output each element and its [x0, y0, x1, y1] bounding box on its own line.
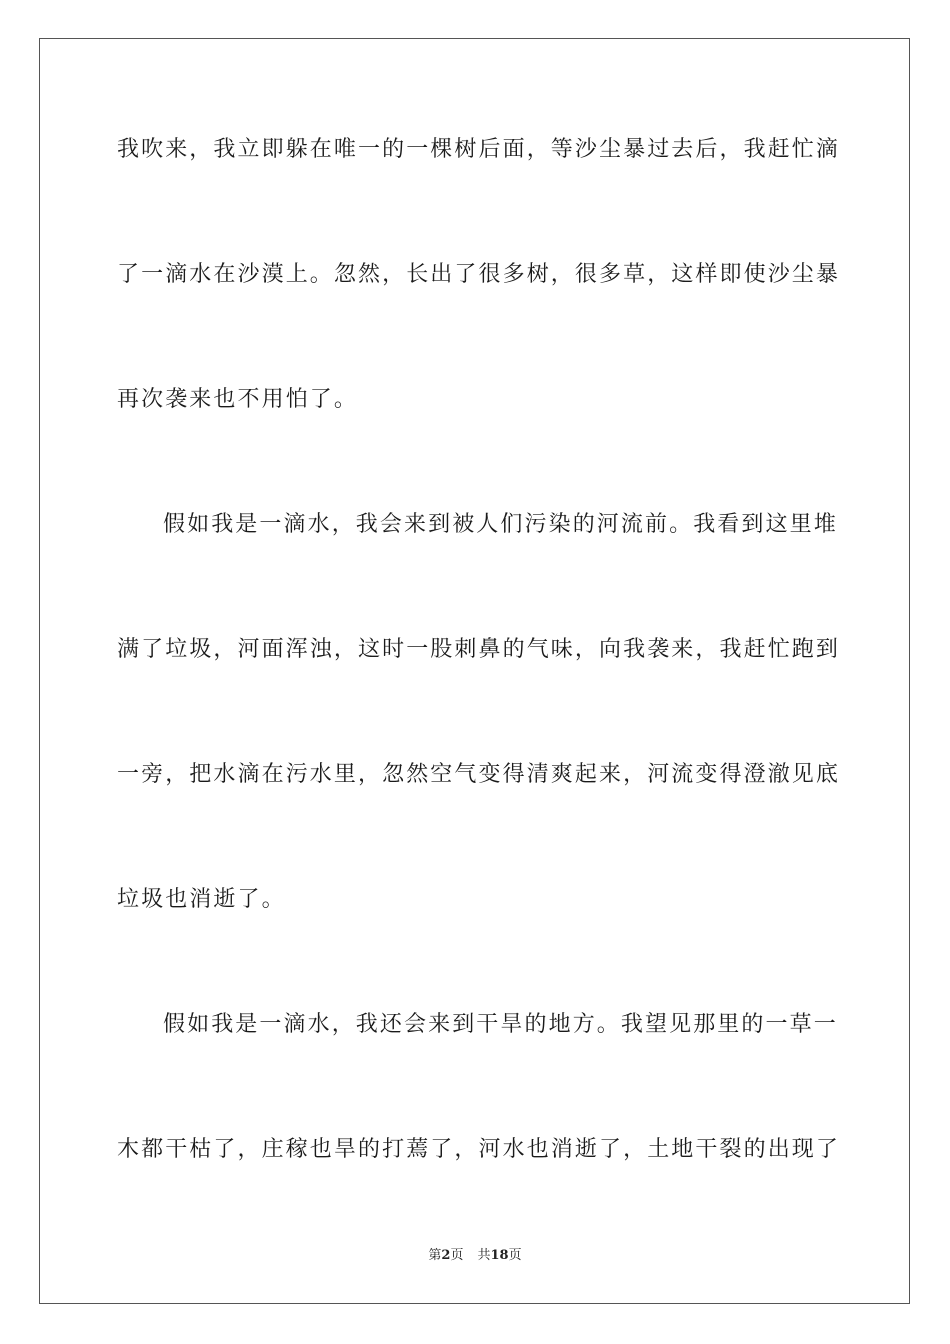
text-line: 木都干枯了，庄稼也旱的打蔫了，河水也消逝了，土地干裂的出现了: [117, 1137, 841, 1162]
page-label: 第2页: [428, 1248, 464, 1263]
paragraph-first-line: 假如我是一滴水，我还会来到干旱的地方。我望见那里的一草一: [163, 1012, 838, 1037]
total-pages-label: 共18页: [477, 1248, 522, 1263]
text-line: 再次袭来也不用怕了。: [117, 387, 359, 412]
text-line: 垃圾也消逝了。: [117, 887, 286, 912]
text-line: 我吹来，我立即躲在唯一的一棵树后面，等沙尘暴过去后，我赶忙滴: [117, 137, 841, 162]
text-line: 满了垃圾，河面浑浊，这时一股刺鼻的气味，向我袭来，我赶忙跑到: [117, 637, 841, 662]
text-line: 了一滴水在沙漠上。忽然，长出了很多树，很多草，这样即使沙尘暴: [117, 262, 841, 287]
text-line: 一旁，把水滴在污水里，忽然空气变得清爽起来，河流变得澄澈见底: [117, 762, 841, 787]
page-footer: [0, 1247, 950, 1265]
page-border: [39, 38, 910, 1304]
paragraph-first-line: 假如我是一滴水，我会来到被人们污染的河流前。我看到这里堆: [163, 512, 838, 537]
